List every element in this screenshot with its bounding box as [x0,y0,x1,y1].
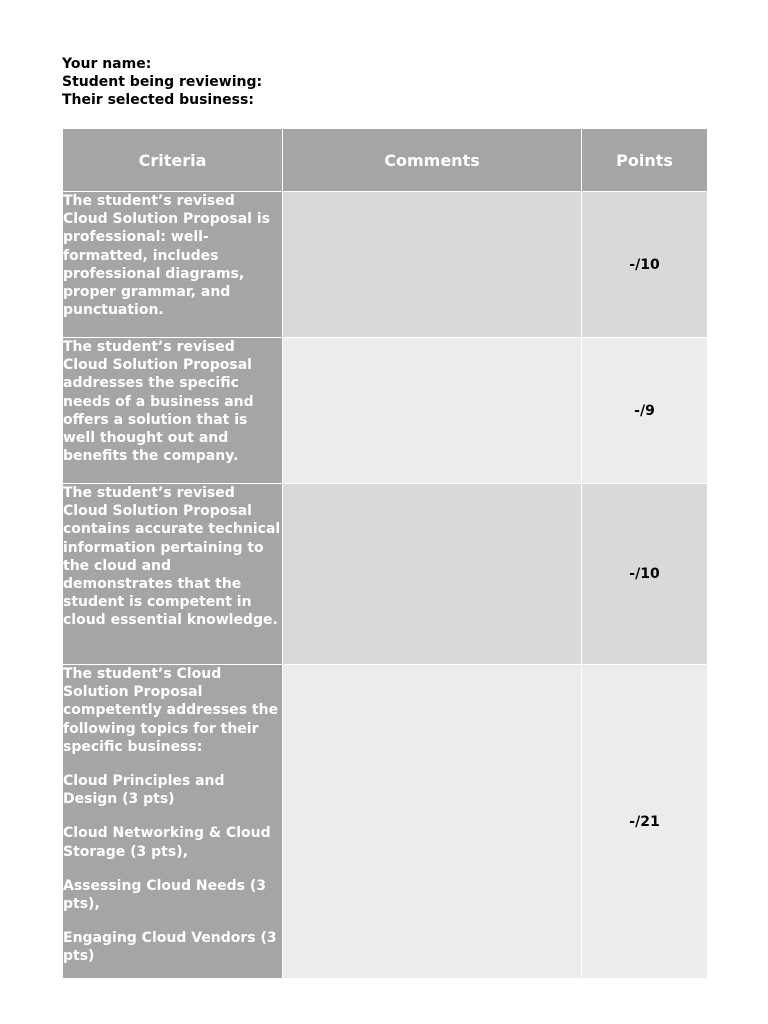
criteria-intro: The student’s Cloud Solution Proposal competently addresses the following topics for their specific business: [63,666,279,755]
table-row [63,338,708,484]
document-header [62,55,262,109]
criteria-topic: Assessing Cloud Needs (3 pts), [63,877,266,913]
criteria-cell: The student’s revised Cloud Solution Proposal is professional: well-formatted, includes professional diagrams, proper grammar, and punctuation. [63,192,283,338]
criteria-cell: The student’s revised Cloud Solution Proposal contains accurate technical information pertaining to the cloud and demonstrates that the student is competent in cloud essential knowledge. [63,484,283,665]
table-row [63,192,708,338]
table-row [63,665,708,979]
criteria-topic: Engaging Cloud Vendors (3 pts) [63,930,277,965]
comments-cell[interactable] [283,484,582,665]
selected-business-label: Their selected business: [62,92,254,108]
points-cell: -/9 [582,338,708,484]
comments-column-header: Comments [283,129,582,192]
comments-cell[interactable] [283,338,582,484]
criteria-cell [63,665,283,979]
student-reviewing-label: Student being reviewing: [62,74,263,90]
table-header-row [63,129,708,192]
rubric-table [62,128,708,979]
points-cell: -/10 [582,484,708,665]
criteria-topic: Cloud Networking & Cloud Storage (3 pts), [63,825,271,860]
criteria-column-header: Criteria [63,129,283,192]
points-column-header: Points [582,129,708,192]
points-cell: -/21 [582,665,708,979]
your-name-label: Your name: [62,56,152,72]
criteria-topic: Cloud Principles and Design (3 pts) [63,773,225,808]
comments-cell[interactable] [283,192,582,338]
table-row [63,484,708,665]
criteria-cell: The student’s revised Cloud Solution Proposal addresses the specific needs of a business and offers a solution that is well thought out and benefits the company. [63,338,283,484]
points-cell: -/10 [582,192,708,338]
comments-cell[interactable] [283,665,582,979]
